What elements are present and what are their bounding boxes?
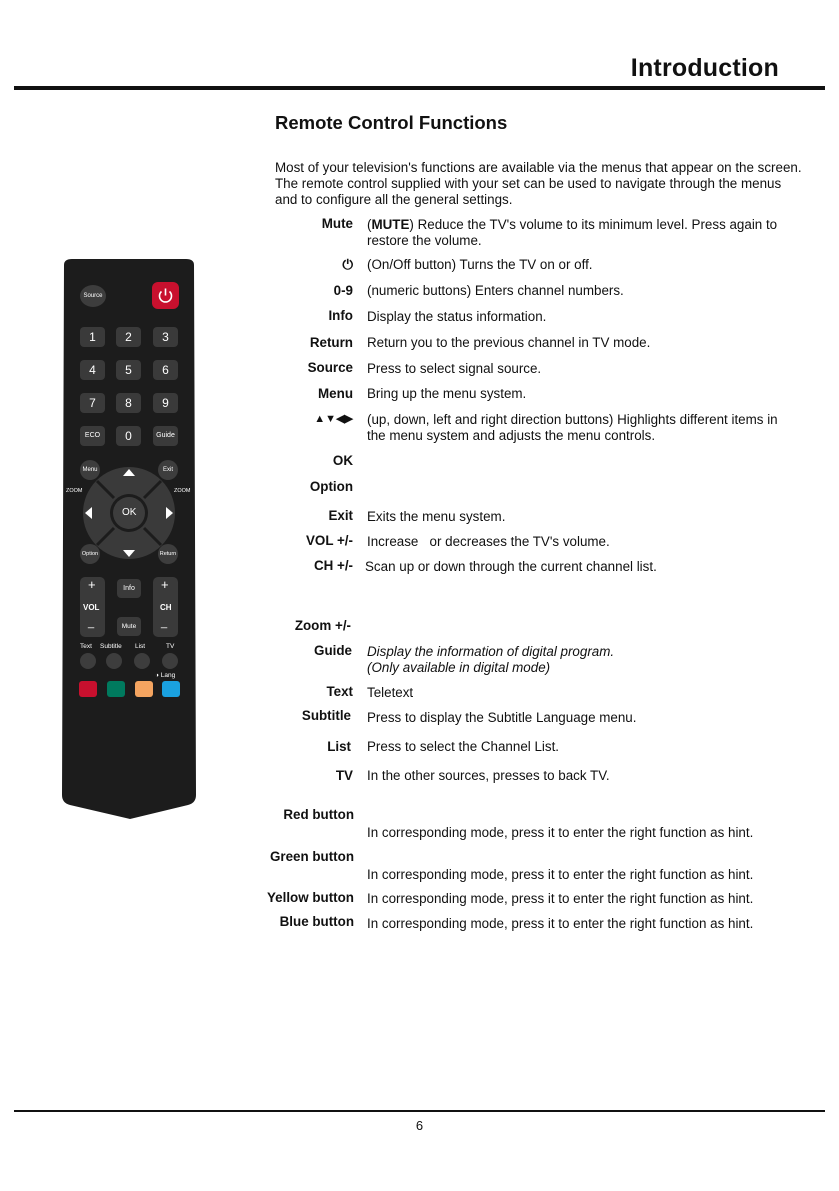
remote-lang-label: ◑ Lang [155,672,176,679]
mute-key: MUTE [371,217,410,232]
remote-num-7: 7 [80,393,105,413]
remote-list-label: List [135,643,146,650]
desc-subtitle: Press to display the Subtitle Language menu. [367,710,637,725]
term-subtitle: Subtitle [301,708,351,723]
remote-menu-button: Menu [80,460,100,480]
remote-eco-button: ECO [80,426,105,446]
remote-yellow-button [135,681,153,697]
term-return: Return [309,335,353,350]
remote-num-0: 0 [116,426,141,446]
term-source: Source [307,360,353,375]
desc-numeric: (numeric buttons) Enters channel numbers. [367,283,624,298]
term-zoom: Zoom +/- [294,618,351,633]
desc-source: Press to select signal source. [367,361,542,376]
term-guide: Guide [314,643,352,658]
remote-text-label: Text [80,643,92,650]
remote-num-1: 1 [80,327,105,347]
desc-mute-text: ) Reduce the TV's volume to its minimum level. Press again to restore the volume. [367,217,778,248]
term-option: Option [309,479,353,494]
term-numeric: 0-9 [333,283,353,298]
desc-tv: In the other sources, presses to back TV. [367,768,610,783]
remote-num-3: 3 [153,327,178,347]
term-green-button: Green button [269,849,354,864]
desc-menu: Bring up the menu system. [367,386,527,401]
remote-num-8: 8 [116,393,141,413]
desc-mute: (MUTE) Reduce the TV's volume to its minimum level. Press again to restore the volume. [367,217,778,248]
desc-list: Press to select the Channel List. [367,739,560,754]
remote-ch-minus: _ [161,617,168,629]
term-red-button: Red button [283,807,354,822]
remote-num-5: 5 [116,360,141,380]
term-blue-button: Blue button [279,914,354,929]
remote-num-6: 6 [153,360,178,380]
page-title: Introduction [630,54,779,82]
intro-paragraph: Most of your television's functions are available via the menus that appear on the screen. The remote control supplied with your set can be used to navigate through the menus and to configure all the general settings. [275,160,802,207]
term-list: List [327,739,351,754]
desc-return: Return you to the previous channel in TV mode. [367,335,651,350]
desc-yellow-button: In corresponding mode, press it to enter the right function as hint. [367,891,754,906]
page-number: 6 [415,1118,424,1133]
remote-control-illustration [60,257,198,819]
remote-green-button [107,681,125,697]
remote-subtitle-label: Subtitle [100,643,122,650]
term-vol: VOL +/- [305,533,353,548]
term-ok: OK [332,453,353,468]
remote-num-9: 9 [153,393,178,413]
remote-zoom-right-label: ZOOM [174,488,191,494]
remote-vol-label: VOL [83,603,100,612]
remote-lang-text: Lang [160,672,176,679]
remote-power-button [152,282,179,309]
desc-green-button: In corresponding mode, press it to enter the right function as hint. [367,867,754,882]
desc-text: Teletext [367,685,414,700]
remote-red-button [79,681,97,697]
desc-ch: Scan up or down through the current channel list. [365,559,657,574]
remote-option-button: Option [80,544,100,564]
term-yellow-button: Yellow button [266,890,354,905]
remote-info-button: Info [117,579,141,598]
desc-red-button: In corresponding mode, press it to enter the right function as hint. [367,825,754,840]
remote-blue-button [162,681,180,697]
remote-num-4: 4 [80,360,105,380]
arrows-icon: ▲▼◀▶ [314,413,353,425]
remote-exit-button: Exit [158,460,178,480]
remote-vol-minus: _ [88,617,95,629]
term-ch: CH +/- [313,558,353,573]
footer-rule [14,1110,825,1112]
remote-mute-button: Mute [117,617,141,636]
header-rule [14,86,825,90]
remote-num-2: 2 [116,327,141,347]
desc-guide: Display the information of digital program. (Only available in digital mode) [367,644,615,675]
remote-return-button: Return [158,544,178,564]
desc-vol: Increase or decreases the TV's volume. [367,534,610,549]
term-tv: TV [335,768,353,783]
desc-power: (On/Off button) Turns the TV on or off. [367,257,593,272]
remote-source-button: Source [80,285,106,307]
remote-ch-label: CH [160,603,172,612]
remote-zoom-left-label: ZOOM [66,488,83,494]
desc-info: Display the status information. [367,309,547,324]
term-text: Text [326,684,353,699]
remote-tv-label: TV [166,643,175,650]
term-mute: Mute [321,216,353,231]
desc-exit: Exits the menu system. [367,509,506,524]
desc-arrows: (up, down, left and right direction buttons) Highlights different items in the menu system and adjusts the menu controls. [367,412,778,443]
term-info: Info [328,308,353,323]
term-menu: Menu [318,386,353,401]
power-icon [152,282,179,309]
power-icon: ⏻ [342,257,353,272]
remote-ok-button: OK [122,507,137,518]
remote-ch-plus: + [161,577,169,592]
term-exit: Exit [328,508,353,523]
remote-vol-plus: + [88,577,96,592]
section-title: Remote Control Functions [275,112,508,133]
desc-blue-button: In corresponding mode, press it to enter the right function as hint. [367,916,754,931]
remote-guide-button: Guide [153,426,178,446]
